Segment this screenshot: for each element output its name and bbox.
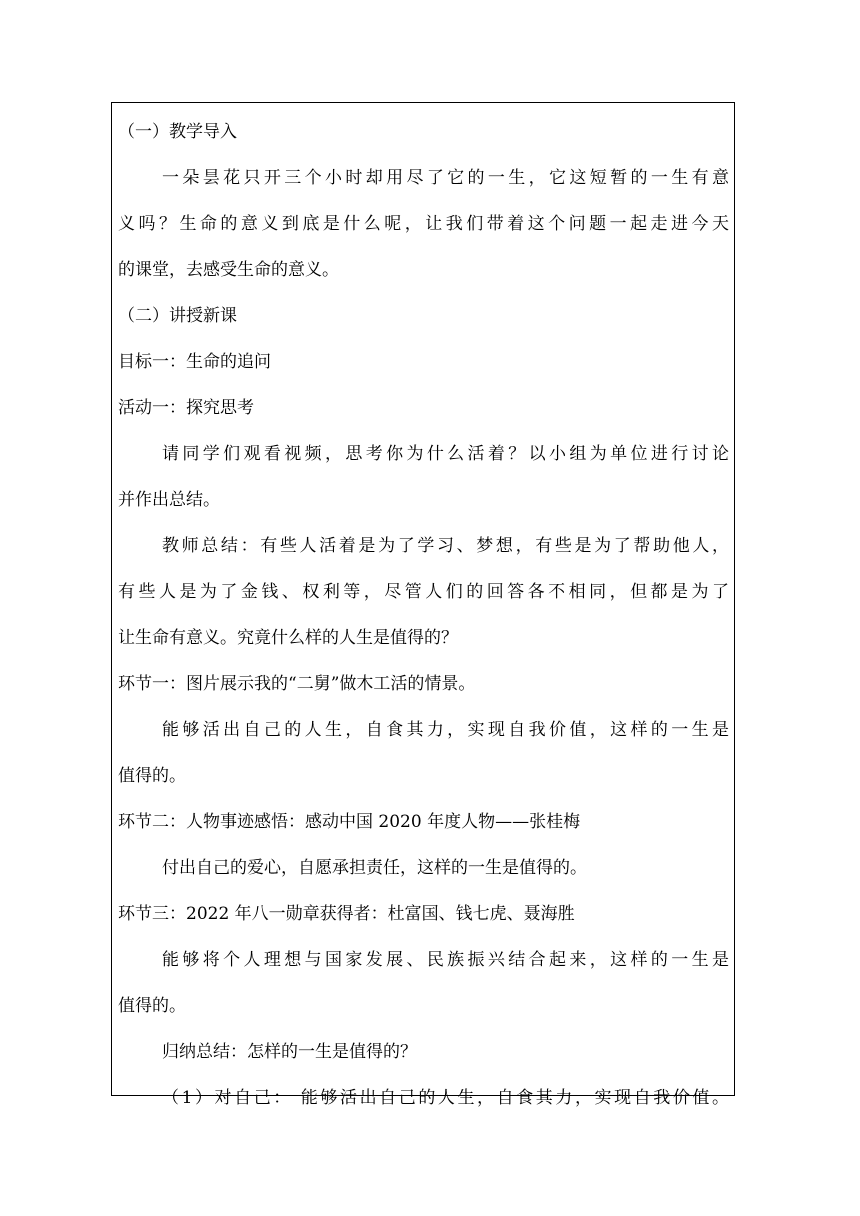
- text-line: 环节三：2022 年八一勋章获得者：杜富国、钱七虎、聂海胜: [118, 904, 575, 924]
- text-line: （二）讲授新课: [118, 306, 237, 326]
- text-line: 一朵昙花只开三个小时却用尽了它的一生，它这短暂的一生有意: [162, 168, 729, 188]
- text-line: 有些人是为了金钱、权利等，尽管人们的回答各不相同，但都是为了: [118, 582, 729, 602]
- text-line: 能够活出自己的人生，自食其力，实现自我价值，这样的一生是: [162, 720, 729, 740]
- text-line: 的课堂，去感受生命的意义。: [118, 260, 339, 280]
- text-line: 环节一：图片展示我的“二舅”做木工活的情景。: [118, 674, 476, 694]
- text-line: 值得的。: [118, 766, 186, 786]
- text-line: 让生命有意义。究竟什么样的人生是值得的？: [118, 628, 458, 648]
- text-line: （一）教学导入: [118, 122, 237, 142]
- lesson-table-cell: [111, 102, 735, 1108]
- text-line: 值得的。: [118, 996, 186, 1016]
- text-line: 归纳总结：怎样的一生是值得的？: [162, 1042, 417, 1062]
- text-line: 并作出总结。: [118, 490, 220, 510]
- text-line: 付出自己的爱心，自愿承担责任，这样的一生是值得的。: [162, 858, 587, 878]
- text-line: 目标一：生命的追问: [118, 352, 271, 372]
- text-line: 环节二：人物事迹感悟：感动中国 2020 年度人物——张桂梅: [118, 812, 581, 832]
- text-line: 教师总结：有些人活着是为了学习、梦想，有些是为了帮助他人，: [162, 536, 729, 556]
- lesson-content: [118, 109, 729, 1121]
- text-line: 请同学们观看视频，思考你为什么活着？以小组为单位进行讨论: [162, 444, 729, 464]
- text-line: （1）对自己： 能够活出自己的人生，自食其力，实现自我价值。: [162, 1088, 729, 1108]
- text-line: 能够将个人理想与国家发展、民族振兴结合起来，这样的一生是: [162, 950, 729, 970]
- text-line: 活动一：探究思考: [118, 398, 254, 418]
- text-line: 义吗？生命的意义到底是什么呢，让我们带着这个问题一起走进今天: [118, 214, 729, 234]
